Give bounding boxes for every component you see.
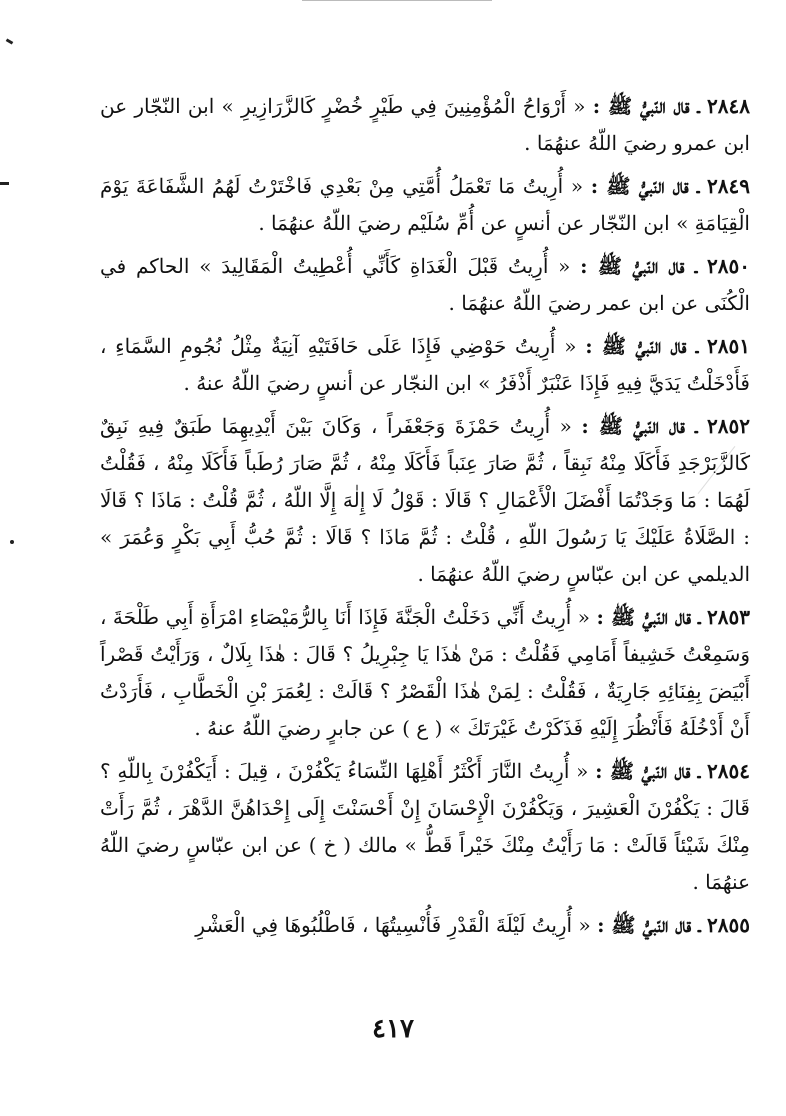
top-rule [302, 0, 492, 1]
hadith-body: « أُرِيتُ مَا تَعْمَلُ أُمَّتِي مِنْ بَعْدِي فَاخْتَرْتُ لَهُمُ الشَّفَاعَةَ يَوْمَ الْقِيَامَةِ » ابن النّجّار عن أنسٍ عن أُمِّ سُلَيْم رضيَ اللّهُ عنهُمَا . [100, 174, 750, 235]
hadith-label: ـ قال النّبيُّ ﷺ : [596, 605, 701, 629]
hadith-label: ـ قال النّبيُّ ﷺ : [580, 254, 698, 278]
hadith-entry [100, 599, 750, 747]
hadith-number: ٢٨٥٥ [707, 913, 750, 937]
hadith-entry [100, 907, 750, 944]
margin-speck [6, 38, 14, 44]
page-number: ٤١٧ [372, 1014, 414, 1044]
hadith-number: ٢٨٥٠ [707, 254, 751, 278]
hadith-entry [100, 248, 750, 322]
hadith-number: ٢٨٥٢ [707, 414, 751, 438]
hadith-body: « أُرِيتُ النَّارَ أَكْثَرُ أَهْلِهَا النِّسَاءُ يَكْفُرْنَ ، قِيلَ : أَيَكْفُرْنَ بِاللّهِ ؟ قَالَ : يَكْفُرْنَ الْعَشِيرَ ، وَيَكْفُرْنَ الْإِحْسَانَ إِنْ أَحْسَنْتَ إِلَى إِحْدَاهُنَّ الدَّهْرَ ، ثُمَّ رَأَتْ مِنْكَ شَيْئاً قَالَتْ : مَا رَأَيْتُ مِنْكَ خَيْراً قَطُّ » مالك ( خ ) عن ابن عبّاسٍ رضيَ اللّهُ عنهُمَا . [100, 759, 750, 894]
hadith-label: ـ قال النّبيُّ ﷺ : [592, 94, 700, 118]
hadith-body: « أُرِيتُ أَنِّي دَخَلْتُ الْجَنَّةَ فَإِذَا أَنَا بِالرُّمَيْصَاءِ امْرَأَةِ أَبِي طَلْحَةَ ، وَسَمِعْتُ خَشِيفاً أَمَامِي فَقُلْتُ : مَنْ هٰذَا يَا جِبْرِيلُ ؟ قَالَ : هٰذَا بِلَالٌ ، وَرَأَيْتُ قَصْراً أَبْيَضَ بِفِنَائِهِ جَارِيَةٌ ، فَقُلْتُ : لِمَنْ هٰذَا الْقَصْرُ ؟ قَالَتْ : لِعُمَرَ بْنِ الْخَطَّابِ ، فَأَرَدْتُ أَنْ أَدْخُلَهُ فَأَنْظُرَ إِلَيْهِ فَذَكَرْتُ غَيْرَتَكَ » ( ع ) عن جابرٍ رضيَ اللّهُ عنهُ . [100, 605, 750, 740]
hadith-number: ٢٨٥٣ [707, 605, 751, 629]
hadith-number: ٢٨٥٤ [707, 759, 751, 783]
hadith-entry [100, 408, 750, 593]
hadith-body: « أُرِيتُ حَوْضِي فَإِذَا عَلَى حَافَتَيْهِ آنِيَةٌ مِثْلُ نُجُومِ السَّمَاءِ ، فَأَدْخَلْتُ يَدَيَّ فِيهِ فَإِذَا عَنْبَرٌ أَذْفَرُ » ابن النجّار عن أنسٍ رضيَ اللّهُ عنهُ . [100, 334, 750, 395]
hadith-body: « أُرِيتُ لَيْلَةَ الْقَدْرِ فَأُنْسِيتُهَا ، فَاطْلُبُوهَا فِي الْعَشْرِ [195, 913, 591, 937]
hadith-body: « أَرْوَاحُ الْمُؤْمِنِينَ فِي طَيْرٍ خُضْرٍ كَالزَّرَازِيرِ » ابن النّجّار عن ابن عمرو رضيَ اللّهُ عنهُمَا . [100, 94, 750, 155]
hadith-entry [100, 328, 750, 402]
hadith-label: ـ قال النّبيُّ ﷺ : [590, 174, 700, 198]
hadith-label: ـ قال النّبيُّ ﷺ : [595, 759, 701, 783]
hadith-entry [100, 753, 750, 901]
hadith-label: ـ قال النّبيُّ ﷺ : [581, 414, 698, 438]
hadith-text-block [100, 88, 750, 950]
margin-speck [0, 182, 9, 185]
hadith-entry [100, 168, 750, 242]
hadith-entry [100, 88, 750, 162]
hadith-number: ٢٨٥١ [707, 334, 750, 358]
hadith-number: ٢٨٤٩ [707, 174, 751, 198]
hadith-number: ٢٨٤٨ [707, 94, 750, 118]
hadith-label: ـ قال النّبيُّ ﷺ : [585, 334, 699, 358]
hadith-body: « أُرِيتُ قَبْلَ الْغَدَاةِ كَأَنِّي أُعْطِيتُ الْمَقَالِيدَ » الحاكم في الْكُنَى عن ابن عمر رضيَ اللّهُ عنهُمَا . [100, 254, 750, 315]
hadith-label: ـ قال النّبيُّ ﷺ : [597, 913, 701, 937]
margin-speck [10, 540, 14, 544]
hadith-body: « أُرِيتُ حَمْزَةَ وَجَعْفَراً ، وَكَانَ بَيْنَ أَيْدِيهِمَا طَبَقٌ فِيهِ نَبِقٌ كَالزَّبَرْجَدِ فَأَكَلَا مِنْهُ نَبِقاً ، ثُمَّ صَارَ عِنَباً فَأَكَلَا مِنْهُ ، ثُمَّ صَارَ رُطَباً فَأَكَلَا مِنْهُ ، فَقُلْتُ لَهُمَا : مَا وَجَدْتُمَا أَفْضَلَ الْأَعْمَالِ ؟ قَالَا : قَوْلُ لَا إِلٰهَ إِلَّا اللّهُ ، ثُمَّ قُلْتُ : مَاذَا ؟ قَالَا : الصَّلَاةُ عَلَيْكَ يَا رَسُولَ اللّهِ ، قُلْتُ : ثُمَّ مَاذَا ؟ قَالَا : ثُمَّ حُبُّ أَبِي بَكْرٍ وَعُمَرَ » الديلمي عن ابن عبّاسٍ رضيَ اللّهُ عنهُمَا . [100, 414, 750, 586]
